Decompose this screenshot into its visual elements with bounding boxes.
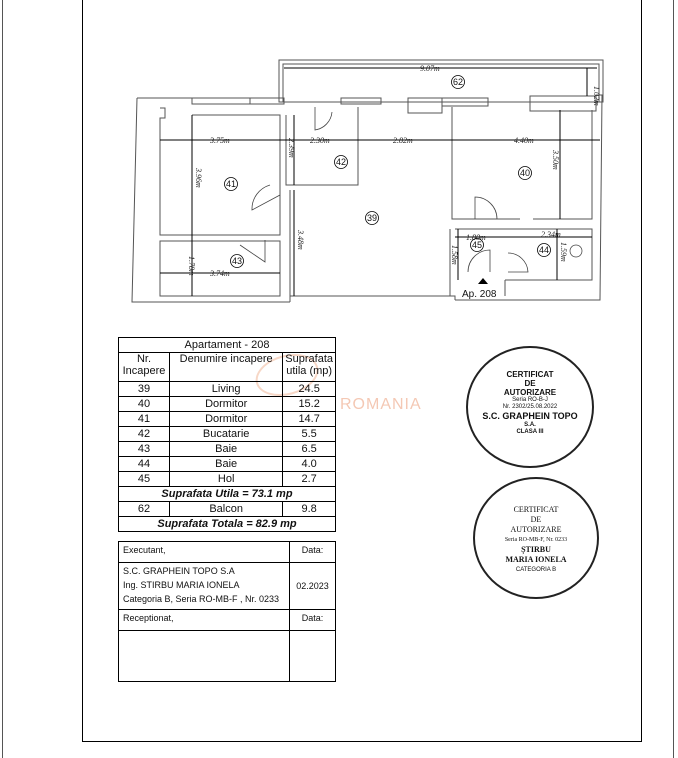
dim-room43-height: 1.78m	[187, 256, 196, 276]
cell-area: 15.2	[283, 397, 336, 412]
cell-name: Living	[170, 382, 283, 397]
table-row	[119, 472, 336, 487]
useful-total: Suprafata Utila = 73.1 mp	[119, 487, 336, 502]
cell-name: Baie	[170, 442, 283, 457]
grand-total: Suprafata Totala = 82.9 mp	[119, 517, 336, 532]
entrance-arrow-icon	[478, 278, 488, 284]
table-row	[119, 382, 336, 397]
dim-balcony-depth: 1.02m	[592, 86, 601, 106]
useful-total-row	[119, 487, 336, 502]
room-40-label: 40	[519, 168, 531, 178]
stamp-line: AUTORIZARE	[503, 388, 557, 397]
dim-room44-width: 2.34m	[541, 230, 561, 239]
engineer-stamp	[473, 477, 599, 599]
table-title: Apartament - 208	[119, 338, 336, 353]
date-label: Data:	[290, 542, 336, 563]
cell-area: 4.0	[283, 457, 336, 472]
dim-room45-width: 1.80m	[466, 233, 486, 242]
stamp-line: S.C. GRAPHEIN TOPO	[482, 411, 578, 421]
cell-nr: 44	[119, 457, 170, 472]
signature-table	[118, 541, 336, 682]
receptionat-date-value	[290, 631, 336, 682]
cell-area: 6.5	[283, 442, 336, 457]
room-44-label: 44	[538, 245, 550, 255]
room-41-label: 41	[225, 179, 237, 189]
stamp-line: Seria RO-MB-F, Nr. 0233	[504, 537, 568, 543]
executant-category: Categoria B, Seria RO-MB-F , Nr. 0233	[123, 594, 280, 604]
cell-name: Bucatarie	[170, 427, 283, 442]
table-row	[119, 427, 336, 442]
header-name: Denumire incapere	[170, 353, 283, 382]
table-row	[119, 412, 336, 427]
cell-nr: 62	[119, 502, 170, 517]
dim-room42-height: 2.39m	[287, 138, 296, 158]
executant-details	[119, 563, 290, 610]
apartment-label: Ap. 208	[462, 289, 497, 300]
dim-room42-width: 2.30m	[310, 136, 330, 145]
room-42-label: 42	[335, 157, 347, 167]
cell-area: 5.5	[283, 427, 336, 442]
stamp-line: AUTORIZARE	[510, 525, 562, 534]
header-nr: Nr. Incapere	[119, 353, 170, 382]
company-stamp	[466, 346, 594, 468]
receptionat-signature-area	[119, 631, 290, 682]
executant-label: Executant,	[119, 542, 290, 563]
dim-room45-height: 1.58m	[450, 245, 459, 265]
dim-room41-width: 3.75m	[210, 136, 230, 145]
dim-balcony-length: 9.07m	[420, 64, 440, 73]
dim-room41-height: 3.96m	[194, 168, 203, 188]
stamp-line: CLASA III	[516, 429, 544, 435]
executant-date: 02.2023	[290, 563, 336, 610]
cell-name: Hol	[170, 472, 283, 487]
table-title-row	[119, 338, 336, 353]
room-39-label: 39	[366, 213, 378, 223]
floor-plan	[0, 0, 678, 330]
stamp-line: DE	[524, 379, 536, 388]
stamp-line: Seria RO-B-J	[512, 397, 548, 403]
cell-name: Balcon	[170, 502, 283, 517]
stamp-line: CERTIFICAT	[506, 370, 554, 379]
dim-room39-width: 2.82m	[393, 136, 413, 145]
dim-room39-height: 3.48m	[296, 230, 305, 250]
cell-nr: 41	[119, 412, 170, 427]
cell-area: 9.8	[283, 502, 336, 517]
room-43-label: 43	[231, 256, 243, 266]
table-row	[119, 397, 336, 412]
stamp-line: S.A.	[524, 422, 536, 428]
stamp-line: Nr. 2302/25.08.2022	[502, 404, 558, 410]
stamp-line: CATEGORIA B	[515, 567, 557, 573]
receptionat-date-label: Data:	[290, 610, 336, 631]
watermark-text: ROMANIA	[340, 396, 422, 413]
cell-nr: 45	[119, 472, 170, 487]
executant-engineer: Ing. STIRBU MARIA IONELA	[123, 580, 240, 590]
balcony-row	[119, 502, 336, 517]
stamp-line: MARIA IONELA	[505, 555, 567, 564]
cell-area: 14.7	[283, 412, 336, 427]
room-62-label: 62	[452, 77, 464, 87]
dim-room40-width: 4.40m	[514, 136, 534, 145]
cell-name: Baie	[170, 457, 283, 472]
stamp-line: CERTIFICAT	[513, 505, 559, 514]
stamp-line: ȘTIRBU	[521, 545, 551, 554]
table-header-row	[119, 353, 336, 382]
table-row	[119, 442, 336, 457]
grand-total-row	[119, 517, 336, 532]
receptionat-label: Receptionat,	[119, 610, 290, 631]
dim-room40-height: 3.50m	[551, 150, 560, 170]
room-45-label: 45	[471, 240, 483, 250]
dim-room43-width: 3.74m	[210, 269, 230, 278]
executant-company: S.C. GRAPHEIN TOPO S.A	[123, 566, 235, 576]
cell-nr: 40	[119, 397, 170, 412]
cell-area: 24.5	[283, 382, 336, 397]
cell-nr: 43	[119, 442, 170, 457]
header-area: Suprafata utila (mp)	[283, 353, 336, 382]
cell-area: 2.7	[283, 472, 336, 487]
cell-nr: 42	[119, 427, 170, 442]
dim-room44-height: 1.59m	[559, 242, 568, 262]
cell-nr: 39	[119, 382, 170, 397]
room-area-table	[118, 337, 336, 532]
table-row	[119, 457, 336, 472]
cell-name: Dormitor	[170, 412, 283, 427]
stamp-line: DE	[530, 515, 542, 524]
cell-name: Dormitor	[170, 397, 283, 412]
